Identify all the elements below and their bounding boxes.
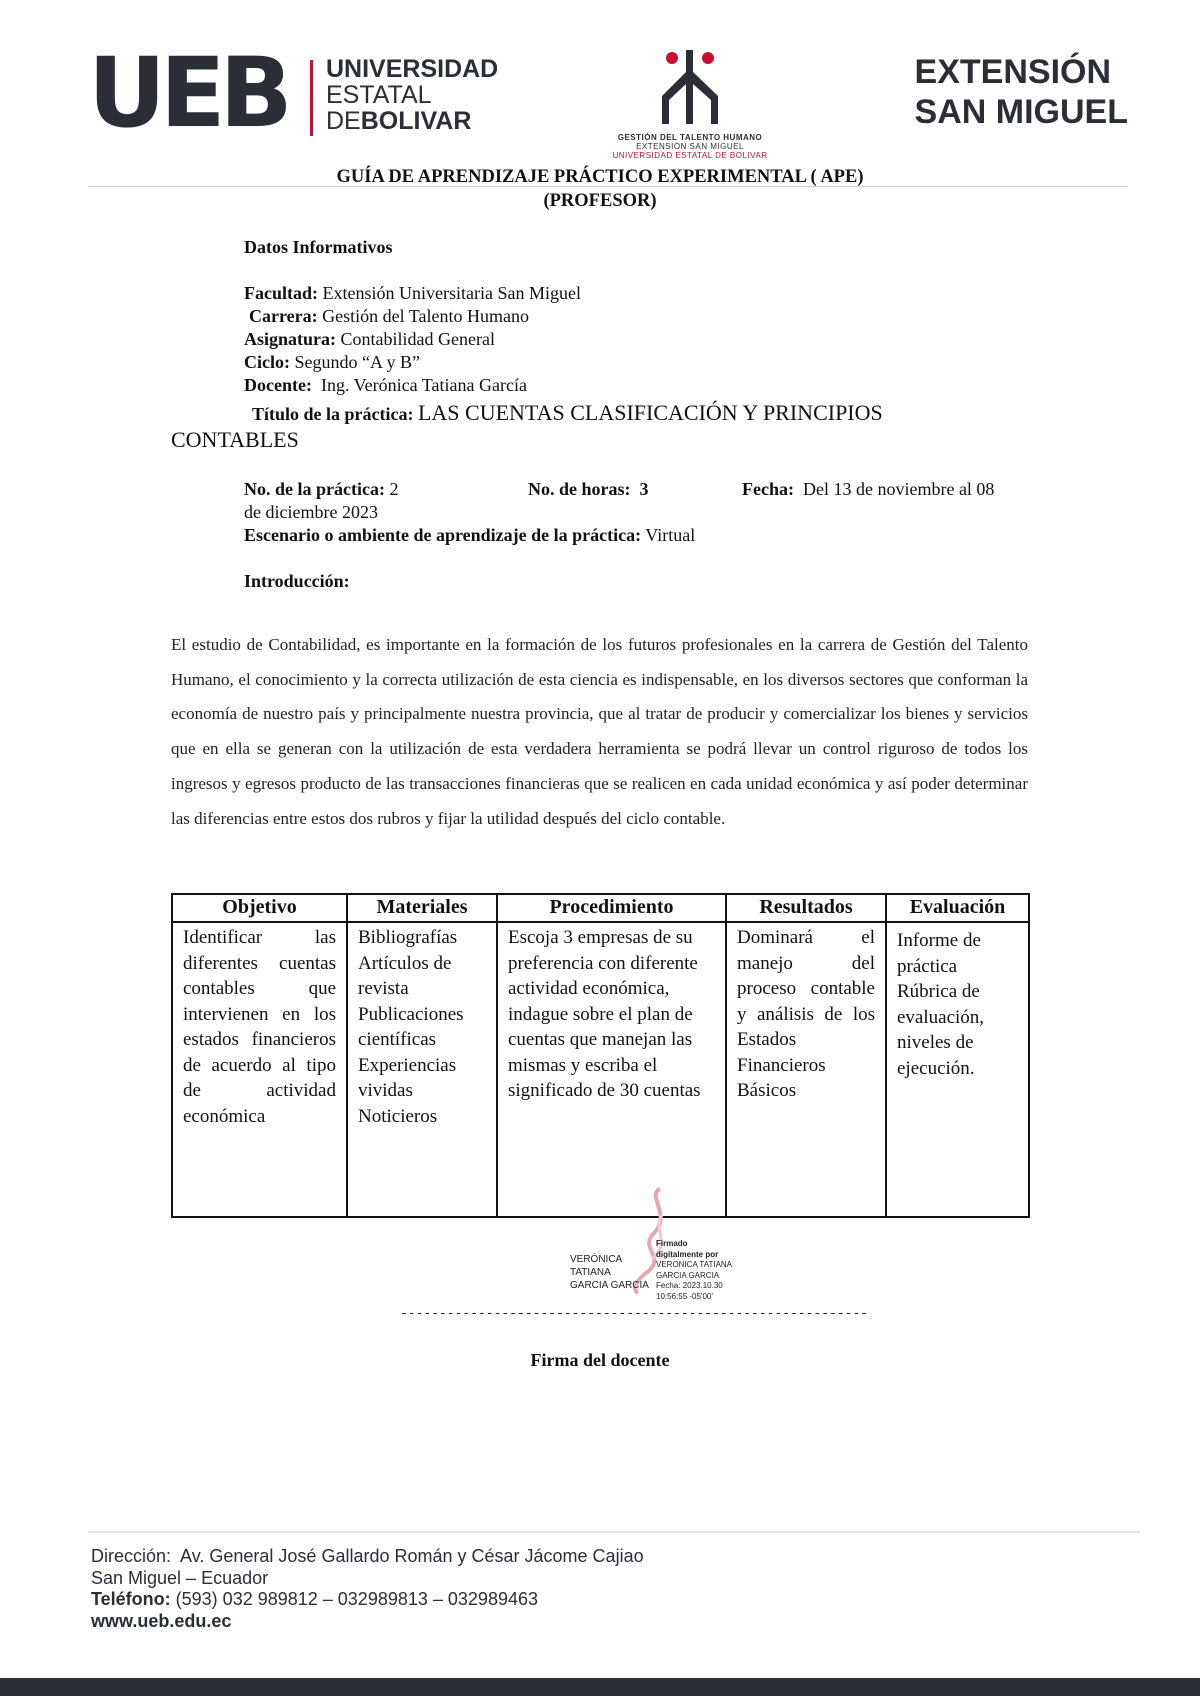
document-subtitle: (PROFESOR) [543, 191, 657, 211]
fecha-value-line1: Del 13 de noviembre al 08 [802, 479, 995, 499]
info-fecha [742, 478, 994, 501]
facultad-value: Extensión Universitaria San Miguel [318, 283, 581, 303]
extension-line2: SAN MIGUEL [914, 93, 1128, 131]
horas-value: 3 [639, 479, 649, 499]
materiales-item: Artículos de revista [358, 952, 452, 999]
cell-procedimiento: Escoja 3 empresas de su preferencia con diferente actividad económica, indague sobre el plan de cuentas que manejan las mismas y escriba el significado de 30 cuentas [497, 922, 726, 1217]
info-facultad [244, 282, 581, 305]
header-resultados: Resultados [726, 894, 886, 922]
titulo-value-line1: LAS CUENTAS CLASIFICACIÓN Y PRINCIPIOS [417, 400, 883, 425]
materiales-item: Bibliografías [358, 927, 458, 948]
ciclo-label: Ciclo: [244, 352, 290, 372]
info-escenario [244, 524, 695, 547]
horas-label: No. de horas: [528, 479, 631, 499]
gth-logo-line3: UNIVERSIDAD ESTATAL DE BOLIVAR [612, 151, 768, 160]
info-horas [528, 478, 649, 501]
header-evaluacion: Evaluación [886, 894, 1029, 922]
address-value: Av. General José Gallardo Román y César Jácome Cajiao [171, 1546, 644, 1566]
gth-logo-line2: EXTENSIÓN SAN MIGUEL [636, 142, 744, 151]
practice-table [171, 893, 1030, 1218]
talento-humano-logo [600, 48, 780, 163]
ciclo-value: Segundo “A y B” [289, 352, 420, 372]
info-heading: Datos Informativos [244, 237, 393, 257]
info-practica [244, 478, 398, 501]
footer-phone [91, 1589, 644, 1611]
practica-value: 2 [384, 479, 399, 499]
cell-evaluacion [886, 922, 1029, 1217]
phone-value: (593) 032 989812 – 032989813 – 032989463 [170, 1589, 538, 1609]
footer-website-link[interactable]: www.ueb.edu.ec [91, 1610, 232, 1631]
evaluacion-item: Informe de práctica [897, 930, 981, 977]
extension-line1: EXTENSIÓN [914, 53, 1112, 91]
address-label: Dirección: [91, 1546, 172, 1566]
info-carrera [249, 305, 529, 328]
info-asignatura [244, 328, 495, 351]
signature-detail-line: digitalmente por [656, 1249, 719, 1259]
info-docente [244, 374, 527, 397]
university-name [326, 56, 498, 134]
signature-detail-line: Firmado [656, 1239, 688, 1248]
info-titulo [252, 400, 883, 426]
titulo-value-line2: CONTABLES [171, 427, 299, 452]
digital-signature [570, 1185, 770, 1301]
university-name-line3-bolivar: BOLIVAR [360, 107, 472, 135]
cell-objetivo: Identificar las diferentes cuentas contables que intervienen en los estados financieros de acuerdo al tipo de actividad económica [172, 922, 347, 1217]
ueb-logo [88, 37, 508, 149]
escenario-label: Escenario o ambiente de aprendizaje de la práctica: [244, 525, 642, 545]
footer-city: San Miguel – Ecuador [91, 1567, 269, 1588]
university-name-line3-de: DE [326, 107, 361, 135]
fecha-value-line2: de diciembre 2023 [244, 502, 378, 522]
gth-logo-line1: GESTIÓN DEL TALENTO HUMANO [617, 133, 763, 142]
practica-label: No. de la práctica: [244, 479, 385, 499]
signature-detail-line: GARCIA GARCIA [656, 1270, 720, 1280]
intro-paragraph: El estudio de Contabilidad, es importante en la formación de los futuros profesionales en la carrera de Gestión del Talento Humano, el conocimiento y la correcta utilización de esta ciencia es indispensable, en los diversos sectores que conforman la economía de nuestro país y principalmente nuestra provincia, que al tratar de producir y comercializar los bienes y servicios que en ella se generan con la utilización de esta verdadera herramienta se podrá llevar un control riguroso de todos los ingresos y egresos producto de las transacciones financieras que se realicen en cada unidad económica y así poder determinar las diferencias entre estos dos rubros y fijar la utilidad después del ciclo contable. [171, 635, 1028, 828]
document-title: GUÍA DE APRENDIZAJE PRÁCTICO EXPERIMENTAL ( APE) [336, 167, 864, 187]
ueb-logo-divider [310, 60, 313, 136]
signer-name [570, 1253, 650, 1292]
asignatura-label: Asignatura: [244, 329, 337, 349]
docente-label: Docente: [244, 375, 312, 395]
signature-detail-line: 10:56:55 -05'00' [656, 1291, 713, 1301]
university-name-line2: ESTATAL [326, 81, 432, 109]
materiales-item: Experiencias vividas [358, 1054, 457, 1101]
info-ciclo [244, 351, 420, 374]
header-objetivo: Objetivo [172, 894, 347, 922]
talento-humano-emblem-icon [650, 48, 730, 128]
header-procedimiento: Procedimiento [497, 894, 726, 922]
fecha-label: Fecha: [742, 479, 794, 499]
footer-address [91, 1546, 644, 1568]
signer-name-line1: VERÓNICA [570, 1254, 623, 1265]
docente-value: Ing. Verónica Tatiana García [311, 375, 527, 395]
signer-name-line3: GARCIA GARCIA [570, 1280, 649, 1291]
materiales-item: Noticieros [358, 1105, 438, 1127]
escenario-value: Virtual [641, 525, 696, 545]
facultad-label: Facultad: [244, 283, 318, 303]
signature-detail-line: Fecha: 2023.10.30 [656, 1281, 723, 1290]
table-row [172, 922, 1029, 1217]
signer-name-line2: TATIANA [570, 1267, 611, 1278]
table-header-row [172, 894, 1029, 922]
ueb-logo-letters: UEB [88, 37, 287, 149]
asignatura-value: Contabilidad General [336, 329, 495, 349]
carrera-value: Gestión del Talento Humano [317, 306, 529, 326]
signature-detail-line: VERONICA TATIANA [656, 1260, 733, 1269]
footer-bar [0, 1678, 1200, 1696]
signature-details [656, 1239, 766, 1302]
footer-divider [88, 1531, 1140, 1533]
extension-name [915, 52, 1128, 132]
cell-materiales [347, 922, 497, 1217]
signature-line: ------------------------------------------------------------ [400, 1306, 869, 1321]
university-name-line3 [326, 108, 498, 134]
titulo-label: Título de la práctica: [252, 404, 414, 424]
carrera-label: Carrera: [249, 306, 318, 326]
phone-label: Teléfono: [91, 1589, 171, 1609]
signature-caption: Firma del docente [530, 1350, 670, 1370]
header-materiales: Materiales [347, 894, 497, 922]
materiales-item: Publicaciones científicas [358, 1003, 464, 1050]
university-name-line1: UNIVERSIDAD [326, 55, 499, 83]
footer-contact [91, 1546, 644, 1632]
cell-resultados: Dominará el manejo del proceso contable y análisis de los Estados Financieros Básicos [726, 922, 886, 1217]
intro-heading: Introducción: [244, 571, 350, 591]
evaluacion-item: Rúbrica de evaluación, niveles de ejecución. [897, 981, 985, 1079]
